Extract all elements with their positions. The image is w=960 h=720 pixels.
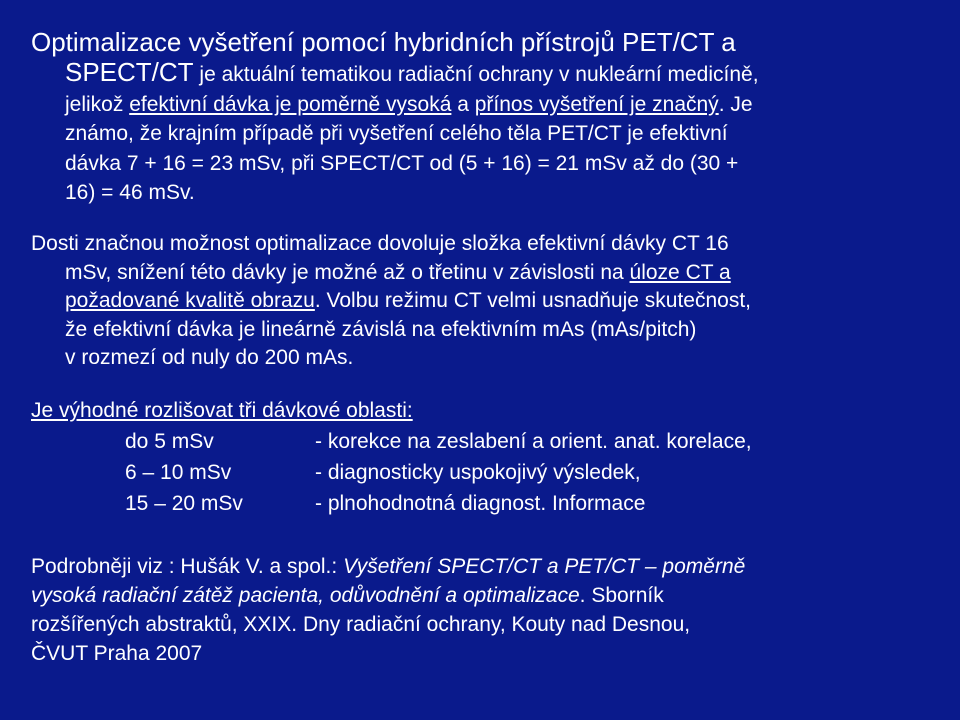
ct-line-3-text: . Volbu režimu CT velmi usnadňuje skutečnost,: [314, 289, 752, 312]
dose-range-value: 6 – 10 mSv: [125, 461, 232, 484]
reference-line-1: [31, 552, 745, 581]
highlight-dose-high: efektivní dávka je poměrně vysoká: [129, 92, 452, 116]
intro-spect-term: SPECT/CT: [65, 57, 194, 87]
dose-range-description: - diagnosticky uspokojivý výsledek,: [315, 461, 641, 484]
dose-range-value: do 5 mSv: [125, 430, 214, 453]
ct-line-4: že efektivní dávka je lineárně závislá na efektivním mAs (mAs/pitch): [65, 317, 697, 341]
dose-range-value: 15 – 20 mSv: [125, 492, 243, 515]
intro-line-5: dávka 7 + 16 = 23 mSv, při SPECT/CT od (5 + 16) = 21 mSv až do (30 +: [65, 151, 739, 175]
intro-title-line: Optimalizace vyšetření pomocí hybridních přístrojů PET/CT a: [31, 27, 736, 57]
reference-proceedings: . Sborník: [579, 584, 664, 607]
intro-line-2: [31, 58, 759, 90]
ct-line-3: [31, 287, 751, 316]
intro-line-3-text-c: . Je: [718, 92, 753, 116]
highlight-benefit: přínos vyšetření je značný: [474, 92, 719, 116]
dose-range-row: [31, 488, 752, 519]
dose-range-row: [31, 457, 752, 488]
intro-line-6: 16) = 46 mSv.: [65, 181, 195, 204]
reference-title-part-1: Vyšetření SPECT/CT a PET/CT – poměrně: [343, 555, 746, 578]
reference-paragraph: [31, 552, 745, 668]
reference-line-3: rozšířených abstraktů, XXIX. Dny radiační ochrany, Kouty nad Desnou,: [31, 613, 691, 636]
dose-range-row: [31, 426, 752, 457]
ct-optimization-paragraph: [31, 230, 751, 373]
ct-line-2-text: mSv, snížení této dávky je možné až o třetinu v závislosti na: [65, 260, 630, 284]
reference-line-4: ČVUT Praha 2007: [31, 642, 203, 665]
dose-range-description: - plnohodnotná diagnost. Informace: [315, 492, 646, 515]
intro-line-3: [31, 90, 759, 120]
intro-paragraph: [31, 26, 759, 208]
dose-range-description: - korekce na zeslabení a orient. anat. korelace,: [315, 430, 752, 453]
reference-authors: Podrobněji viz : Hušák V. a spol.:: [31, 555, 344, 578]
dose-ranges-section: [31, 395, 752, 519]
reference-line-2: [31, 581, 745, 610]
reference-title-part-2: vysoká radiační zátěž pacienta, odůvodnění a optimalizace: [31, 584, 580, 607]
dose-ranges-heading: Je výhodné rozlišovat tři dávkové oblasti:: [31, 399, 413, 422]
intro-line-3-text-b: a: [451, 92, 475, 116]
intro-line-2-text: je aktuální tematikou radiační ochrany v nukleární medicíně,: [193, 63, 759, 86]
highlight-image-quality: požadované kvalitě obrazu: [65, 289, 315, 312]
highlight-ct-task: úloze CT a: [629, 260, 731, 284]
ct-line-5: v rozmezí od nuly do 200 mAs.: [65, 346, 354, 369]
ct-line-1: Dosti značnou možnost optimalizace dovoluje složka efektivní dávky CT 16: [31, 232, 729, 255]
intro-line-3-text-a: jelikož: [65, 92, 130, 116]
ct-line-2: [31, 259, 751, 288]
intro-line-4: známo, že krajním případě při vyšetření celého těla PET/CT je efektivní: [65, 122, 728, 145]
